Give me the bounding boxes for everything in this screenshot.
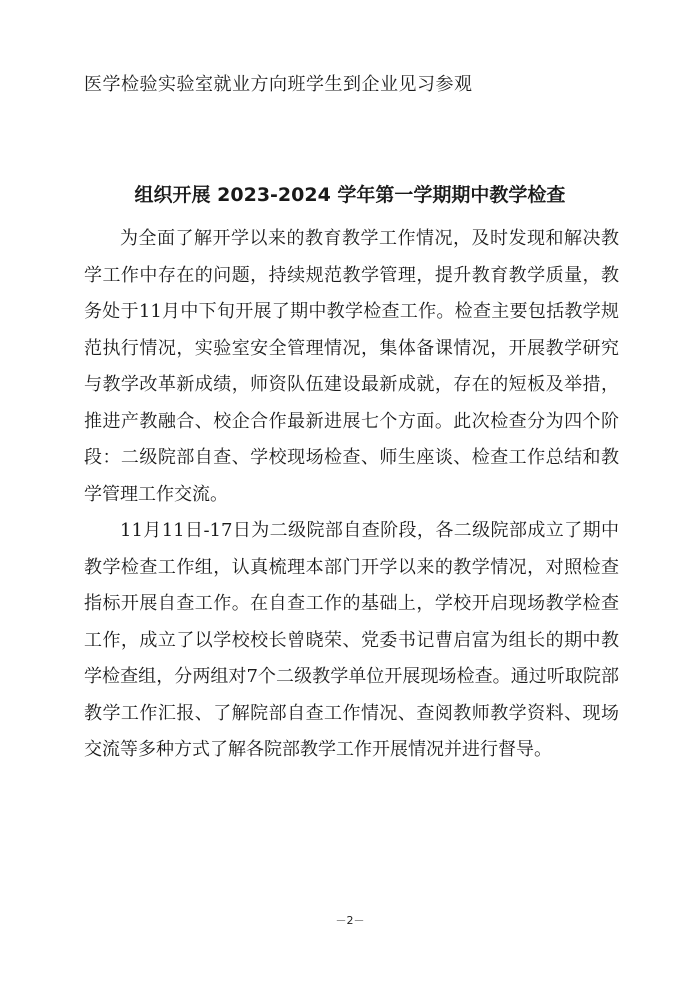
- body-text: [84, 221, 619, 769]
- page-number: －2－: [335, 914, 365, 927]
- section-heading: 组织开展 2023-2024 学年第一学期期中教学检查: [134, 184, 566, 206]
- paragraph: 11月11日-17日为二级院部自查阶段，各二级院部成立了期中教学检查工作组，认真梳理本部门开学以来的教学情况，对照检查指标开展自查工作。在自查工作的基础上，学校开启现场教学检查工作，成立了以学校校长曾晓荣、党委书记曹启富为组长的期中教学检查组，分两组对7个二级教学单位开展现场检查。通过听取院部教学工作汇报、了解院部自查工作情况、查阅教师教学资料、现场交流等多种方式了解各院部教学工作开展情况并进行督导。: [84, 520, 619, 760]
- photo-caption: 医学检验实验室就业方向班学生到企业见习参观: [84, 74, 473, 95]
- paragraph: 为全面了解开学以来的教育教学工作情况，及时发现和解决教学工作中存在的问题，持续规范教学管理，提升教育教学质量，教务处于11月中下旬开展了期中教学检查工作。检查主要包括教学规范执行情况，实验室安全管理情况，集体备课情况，开展教学研究与教学改革新成绩，师资队伍建设最新成就，存在的短板及举措，推进产教融合、校企合作最新进展七个方面。此次检查分为四个阶段：二级院部自查、学校现场检查、师生座谈、检查工作总结和教学管理工作交流。: [84, 228, 619, 505]
